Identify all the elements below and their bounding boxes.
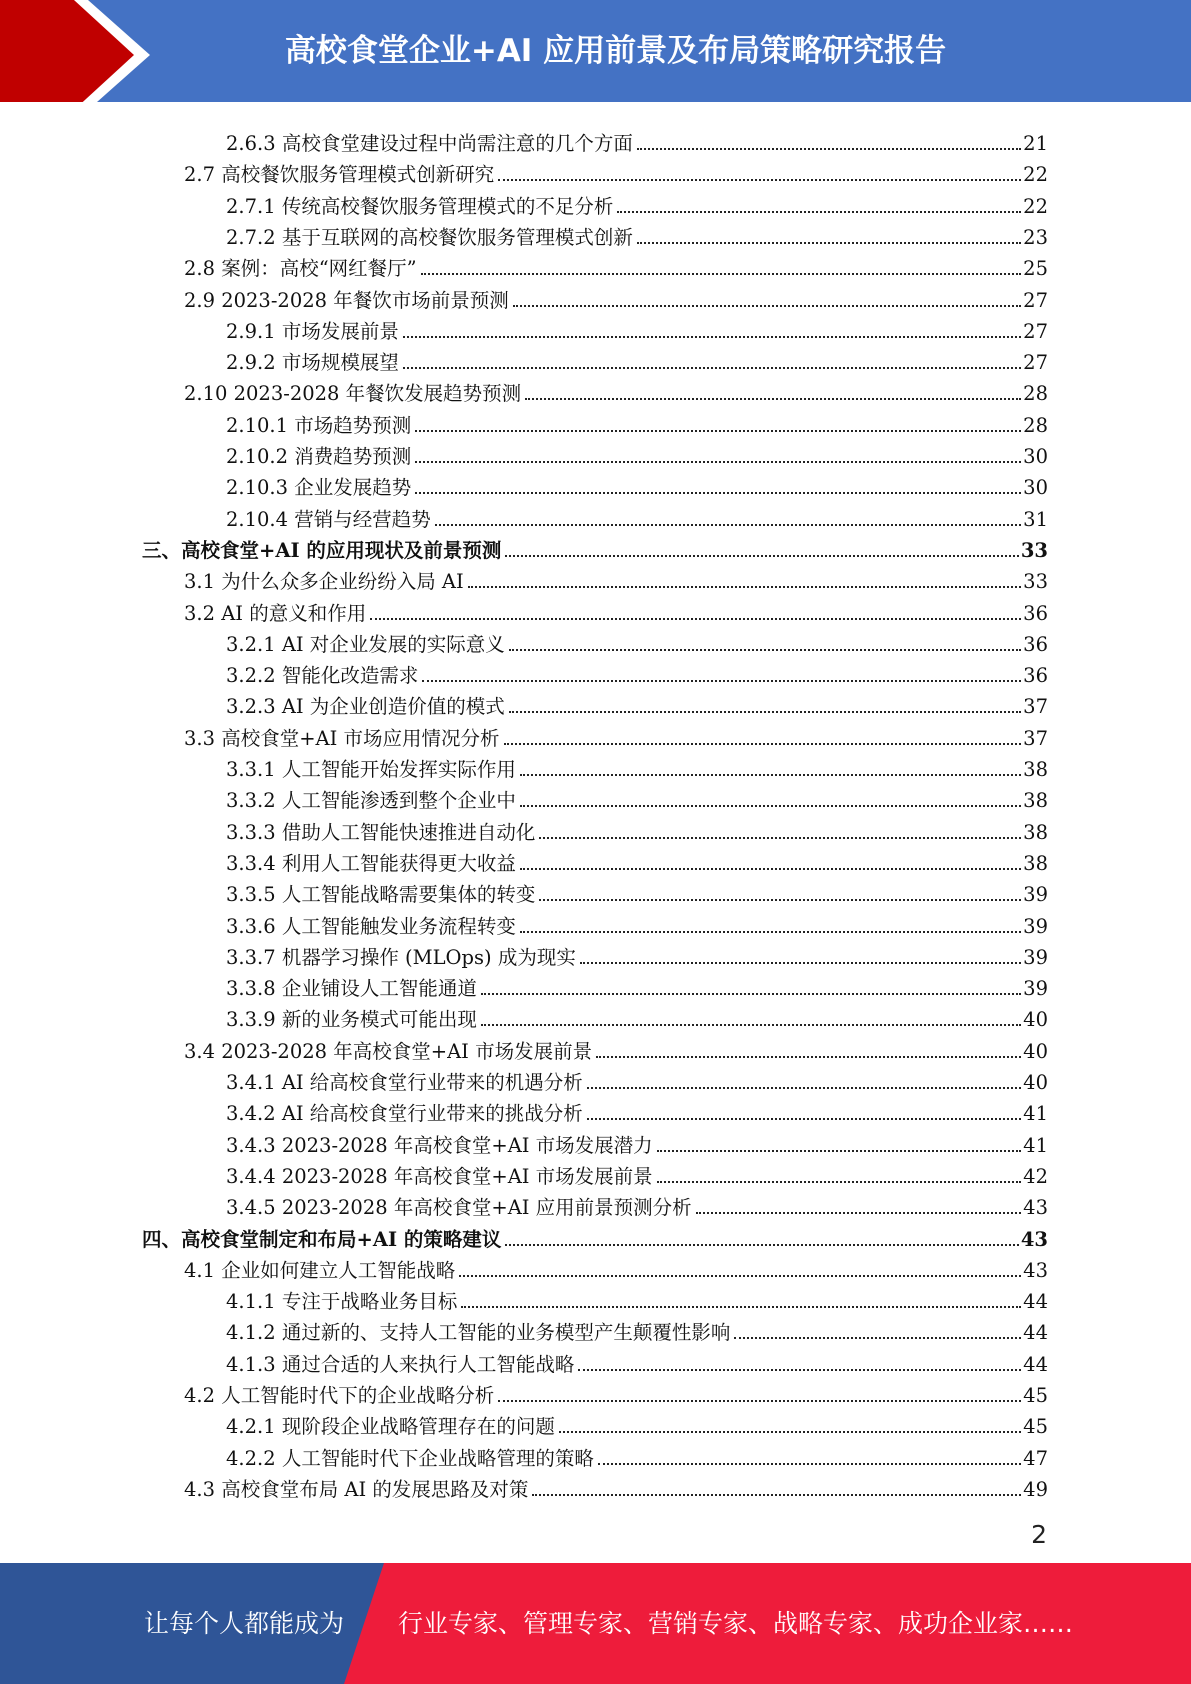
toc-entry[interactable] (142, 535, 1048, 566)
toc-entry[interactable] (226, 1317, 1048, 1348)
toc-entry[interactable] (226, 911, 1048, 942)
toc-entry[interactable] (226, 1130, 1048, 1161)
toc-entry-title: 3.3.5 人工智能战略需要集体的转变 (226, 883, 536, 907)
toc-entry-title: 3.4 2023-2028 年高校食堂+AI 市场发展前景 (184, 1039, 593, 1063)
toc-dot-leader (734, 1336, 1021, 1339)
toc-entry-title: 4.1.1 专注于战略业务目标 (226, 1290, 458, 1314)
toc-entry-page: 30 (1023, 445, 1048, 468)
toc-entry-page: 40 (1023, 1071, 1048, 1094)
toc-dot-leader (504, 742, 1022, 745)
toc-entry-page: 45 (1023, 1384, 1048, 1407)
toc-entry-page: 41 (1023, 1102, 1048, 1126)
toc-dot-leader (468, 585, 1021, 588)
toc-entry-title: 4.1 企业如何建立人工智能战略 (184, 1258, 456, 1282)
toc-entry-page: 39 (1023, 883, 1048, 907)
toc-entry-page: 31 (1023, 507, 1048, 531)
toc-entry[interactable] (226, 1192, 1048, 1223)
toc-entry[interactable] (184, 723, 1048, 754)
footer-expert-list: 行业专家、管理专家、营销专家、战略专家、成功企业家…… (398, 1609, 1074, 1638)
toc-entry-page: 39 (1023, 977, 1048, 1001)
toc-dot-leader (578, 1368, 1021, 1371)
toc-entry-title: 3.4.4 2023-2028 年高校食堂+AI 市场发展前景 (226, 1164, 653, 1188)
toc-entry-page: 44 (1023, 1321, 1048, 1345)
toc-dot-leader (370, 617, 1021, 620)
toc-entry-title: 3.3.9 新的业务模式可能出现 (226, 1008, 477, 1032)
toc-entry-title: 2.9.1 市场发展前景 (226, 319, 399, 343)
toc-entry-title: 三、高校食堂+AI 的应用现状及前景预测 (142, 538, 502, 562)
toc-entry-title: 3.2.1 AI 对企业发展的实际意义 (226, 632, 505, 656)
toc-entry[interactable] (184, 1036, 1048, 1067)
toc-entry-title: 3.3 高校食堂+AI 市场应用情况分析 (184, 726, 500, 750)
toc-entry-page: 27 (1023, 351, 1048, 375)
toc-entry-page: 40 (1023, 1039, 1048, 1063)
toc-entry[interactable] (226, 691, 1048, 722)
toc-dot-leader (415, 460, 1021, 463)
toc-dot-leader (435, 523, 1021, 526)
toc-entry[interactable] (226, 879, 1048, 910)
toc-entry-page: 44 (1023, 1352, 1048, 1376)
toc-dot-leader (509, 710, 1021, 713)
toc-entry[interactable] (226, 1411, 1048, 1442)
toc-dot-leader (459, 1274, 1021, 1277)
toc-entry[interactable] (184, 253, 1048, 284)
toc-entry-page: 38 (1023, 789, 1048, 813)
toc-entry-page: 30 (1023, 476, 1048, 500)
toc-entry-page: 38 (1023, 820, 1048, 844)
toc-entry-page: 39 (1023, 914, 1048, 938)
toc-entry-title: 2.7.2 基于互联网的高校餐饮服务管理模式创新 (226, 225, 633, 249)
toc-dot-leader (532, 1493, 1021, 1496)
toc-entry[interactable] (226, 1349, 1048, 1380)
toc-entry-title: 4.3 高校食堂布局 AI 的发展思路及对策 (184, 1477, 529, 1501)
toc-entry[interactable] (226, 128, 1048, 159)
toc-entry[interactable] (226, 504, 1048, 535)
toc-entry-title: 2.8 案例：高校“网红餐厅” (184, 257, 417, 281)
toc-entry[interactable] (142, 1224, 1048, 1255)
toc-entry[interactable] (184, 378, 1048, 409)
toc-entry-title: 2.7.1 传统高校餐饮服务管理模式的不足分析 (226, 194, 614, 218)
toc-entry-page: 28 (1023, 413, 1048, 437)
toc-dot-leader (520, 867, 1021, 870)
toc-entry[interactable] (226, 347, 1048, 378)
toc-entry-title: 3.3.2 人工智能渗透到整个企业中 (226, 789, 516, 813)
toc-entry-title: 2.10.1 市场趋势预测 (226, 413, 412, 437)
toc-dot-leader (525, 397, 1021, 400)
toc-dot-leader (596, 1055, 1021, 1058)
toc-entry-title: 2.7 高校餐饮服务管理模式创新研究 (184, 163, 495, 187)
toc-entry-page: 28 (1023, 382, 1048, 406)
toc-entry-page: 47 (1023, 1446, 1048, 1470)
toc-entry[interactable] (226, 410, 1048, 441)
toc-entry[interactable] (226, 973, 1048, 1004)
toc-entry-page: 41 (1023, 1133, 1048, 1157)
toc-entry[interactable] (226, 1098, 1048, 1129)
toc-dot-leader (580, 961, 1021, 964)
toc-entry-title: 3.3.1 人工智能开始发挥实际作用 (226, 758, 516, 781)
toc-dot-leader (481, 992, 1021, 995)
toc-entry-page: 43 (1023, 1196, 1048, 1220)
toc-entry-page: 27 (1023, 319, 1048, 343)
toc-entry-page: 36 (1023, 632, 1048, 656)
toc-entry-title: 2.9 2023-2028 年餐饮市场前景预测 (184, 288, 509, 312)
toc-dot-leader (587, 1086, 1021, 1089)
toc-entry-page: 36 (1023, 601, 1048, 625)
toc-entry-title: 3.3.3 借助人工智能快速推进自动化 (226, 820, 536, 844)
footer-banner (0, 1563, 1191, 1684)
report-title: 高校食堂企业+AI 应用前景及布局策略研究报告 (284, 33, 947, 69)
toc-entry-title: 2.10.2 消费趋势预测 (226, 445, 412, 468)
toc-dot-leader (598, 1462, 1021, 1465)
toc-entry[interactable] (226, 222, 1048, 253)
toc-entry[interactable] (226, 1443, 1048, 1474)
toc-entry-title: 3.4.1 AI 给高校食堂行业带来的机遇分析 (226, 1071, 583, 1094)
toc-entry-title: 3.4.2 AI 给高校食堂行业带来的挑战分析 (226, 1102, 583, 1126)
toc-entry-title: 2.6.3 高校食堂建设过程中尚需注意的几个方面 (226, 132, 633, 155)
toc-entry-title: 4.1.2 通过新的、支持人工智能的业务模型产生颠覆性影响 (226, 1321, 731, 1345)
toc-entry-page: 40 (1023, 1008, 1048, 1032)
footer-slogan: 让每个人都能成为 (144, 1609, 345, 1638)
toc-dot-leader (637, 147, 1021, 150)
toc-entry-page: 38 (1023, 851, 1048, 875)
toc-entry-page: 25 (1023, 257, 1048, 281)
toc-dot-leader (696, 1211, 1021, 1214)
toc-entry-title: 3.3.7 机器学习操作 (MLOps) 成为现实 (226, 945, 576, 969)
toc-entry-page: 39 (1023, 945, 1048, 969)
toc-entry[interactable] (226, 660, 1048, 691)
toc-entry[interactable] (226, 848, 1048, 879)
toc-entry-title: 3.1 为什么众多企业纷纷入局 AI (184, 570, 464, 594)
toc-dot-leader (498, 178, 1021, 181)
toc-dot-leader (539, 836, 1021, 839)
toc-entry-page: 44 (1023, 1290, 1048, 1314)
toc-entry-title: 2.10.3 企业发展趋势 (226, 476, 412, 500)
toc-entry[interactable] (226, 754, 1048, 785)
page-number: 2 (1031, 1520, 1047, 1549)
toc-entry-page: 43 (1023, 1258, 1048, 1282)
toc-dot-leader (403, 366, 1021, 369)
toc-entry-title: 2.10.4 营销与经营趋势 (226, 507, 431, 531)
toc-entry-title: 4.2.1 现阶段企业战略管理存在的问题 (226, 1415, 555, 1439)
toc-entry-title: 3.3.8 企业铺设人工智能通道 (226, 977, 477, 1001)
toc-dot-leader (509, 648, 1021, 651)
toc-entry[interactable] (226, 817, 1048, 848)
toc-entry-title: 4.2 人工智能时代下的企业战略分析 (184, 1384, 495, 1407)
toc-entry-title: 4.1.3 通过合适的人来执行人工智能战略 (226, 1352, 575, 1376)
toc-dot-leader (403, 335, 1021, 338)
toc-entry-page: 27 (1023, 288, 1048, 312)
toc-dot-leader (617, 210, 1021, 213)
toc-dot-leader (505, 554, 1018, 557)
toc-entry[interactable] (184, 566, 1048, 597)
toc-entry-page: 45 (1023, 1415, 1048, 1439)
toc-entry-page: 33 (1023, 570, 1048, 594)
toc-dot-leader (657, 1180, 1021, 1183)
toc-entry[interactable] (184, 598, 1048, 629)
toc-entry[interactable] (226, 785, 1048, 816)
toc-entry[interactable] (226, 191, 1048, 222)
toc-entry-title: 四、高校食堂制定和布局+AI 的策略建议 (142, 1227, 502, 1251)
toc-dot-leader (505, 1243, 1018, 1246)
toc-entry-title: 3.2.2 智能化改造需求 (226, 664, 419, 688)
toc-entry[interactable] (184, 285, 1048, 316)
toc-entry-title: 3.2.3 AI 为企业创造价值的模式 (226, 695, 505, 719)
toc-entry-title: 2.10 2023-2028 年餐饮发展趋势预测 (184, 382, 522, 406)
toc-entry[interactable] (226, 1004, 1048, 1035)
toc-dot-leader (481, 1023, 1021, 1026)
toc-entry-page: 37 (1023, 695, 1048, 719)
toc-entry-page: 49 (1023, 1477, 1048, 1501)
toc-dot-leader (637, 241, 1021, 244)
toc-entry-page: 22 (1023, 163, 1048, 187)
toc-dot-leader (513, 304, 1021, 307)
toc-entry-page: 23 (1023, 225, 1048, 249)
toc-entry-page: 36 (1023, 664, 1048, 688)
toc-entry[interactable] (184, 159, 1048, 190)
toc-entry[interactable] (226, 441, 1048, 472)
toc-entry[interactable] (226, 1161, 1048, 1192)
header-banner (0, 0, 1191, 110)
toc-entry[interactable] (226, 942, 1048, 973)
toc-entry[interactable] (226, 1286, 1048, 1317)
toc-dot-leader (421, 272, 1022, 275)
toc-entry-page: 21 (1023, 132, 1048, 155)
toc-entry-page: 37 (1023, 726, 1048, 750)
toc-dot-leader (520, 930, 1021, 933)
toc-dot-leader (422, 679, 1021, 682)
toc-dot-leader (498, 1399, 1021, 1402)
toc-entry-page: 22 (1023, 194, 1048, 218)
toc-dot-leader (415, 429, 1021, 432)
toc-entry-page: 33 (1020, 538, 1048, 562)
toc-entry[interactable] (226, 472, 1048, 503)
toc-dot-leader (657, 1149, 1021, 1152)
toc-entry[interactable] (226, 629, 1048, 660)
toc-entry-title: 3.3.6 人工智能触发业务流程转变 (226, 914, 516, 938)
toc-entry-title: 3.4.3 2023-2028 年高校食堂+AI 市场发展潜力 (226, 1133, 653, 1157)
toc-entry[interactable] (226, 316, 1048, 347)
toc-dot-leader (520, 804, 1021, 807)
toc-entry[interactable] (184, 1380, 1048, 1411)
toc-entry-title: 4.2.2 人工智能时代下企业战略管理的策略 (226, 1446, 594, 1470)
toc-dot-leader (520, 773, 1021, 776)
toc-dot-leader (587, 1117, 1021, 1120)
toc-dot-leader (539, 898, 1021, 901)
toc-entry-title: 3.3.4 利用人工智能获得更大收益 (226, 851, 516, 875)
toc-entry[interactable] (184, 1255, 1048, 1286)
toc-entry-title: 2.9.2 市场规模展望 (226, 351, 399, 375)
toc-entry[interactable] (226, 1067, 1048, 1098)
toc-dot-leader (559, 1430, 1021, 1433)
toc-entry-page: 43 (1020, 1227, 1048, 1251)
toc-entry-title: 3.2 AI 的意义和作用 (184, 601, 367, 625)
toc-dot-leader (415, 491, 1021, 494)
toc-entry[interactable] (184, 1474, 1048, 1505)
toc-entry-page: 38 (1023, 758, 1048, 781)
toc-dot-leader (461, 1305, 1021, 1308)
toc-entry-title: 3.4.5 2023-2028 年高校食堂+AI 应用前景预测分析 (226, 1196, 692, 1220)
toc-entry-page: 42 (1023, 1164, 1048, 1188)
